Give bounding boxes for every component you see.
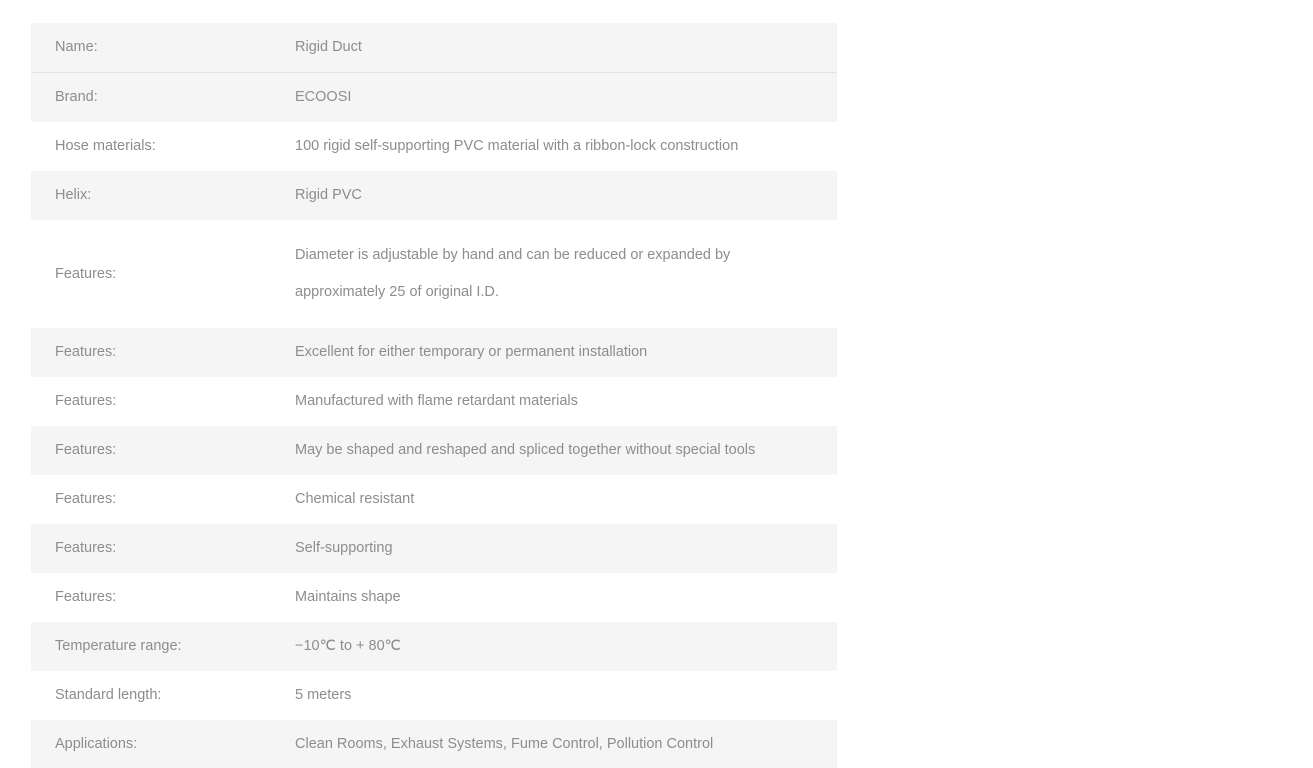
- spec-label: Features:: [55, 265, 117, 282]
- table-row: [31, 475, 837, 524]
- spec-value: Excellent for either temporary or permanent installation: [295, 344, 648, 360]
- spec-label: Features:: [55, 491, 117, 508]
- spec-label: Features:: [55, 393, 117, 410]
- spec-value: Rigid Duct: [295, 23, 837, 73]
- spec-value: Rigid PVC: [295, 187, 362, 204]
- spec-value: Chemical resistant: [295, 491, 415, 508]
- spec-value: Manufactured with flame retardant materials: [295, 393, 578, 410]
- product-spec-table: [31, 23, 837, 768]
- table-row: [31, 171, 837, 220]
- table-row: [31, 524, 837, 573]
- table-row: [31, 328, 837, 377]
- table-row: [31, 23, 837, 73]
- spec-value: May be shaped and reshaped and spliced together without special tools: [295, 442, 756, 459]
- spec-table-body: [31, 23, 837, 768]
- table-row: [31, 671, 837, 720]
- spec-label: Hose materials:: [55, 138, 156, 155]
- spec-value: Self-supporting: [295, 540, 393, 557]
- table-row: [31, 720, 837, 768]
- table-row: [31, 73, 837, 123]
- spec-value: 5 meters: [295, 687, 352, 704]
- table-row: [31, 622, 837, 671]
- spec-label: Standard length:: [55, 687, 162, 704]
- table-row: [31, 377, 837, 426]
- spec-label: Helix:: [55, 187, 92, 204]
- spec-label: Temperature range:: [55, 638, 182, 655]
- spec-label: Name:: [31, 23, 295, 73]
- table-row: [31, 573, 837, 622]
- table-row: [31, 122, 837, 171]
- spec-value: Clean Rooms, Exhaust Systems, Fume Control, Pollution Control: [295, 736, 714, 753]
- spec-value: 100 rigid self-supporting PVC material with a ribbon-lock construction: [295, 138, 739, 155]
- spec-label: Features:: [55, 540, 117, 557]
- spec-value: −10℃ to + 80℃: [295, 638, 401, 655]
- spec-label: Features:: [55, 442, 117, 459]
- table-row: [31, 220, 837, 328]
- spec-value: Diameter is adjustable by hand and can be reduced or expanded by approximately 25 of original I.D.: [295, 247, 731, 301]
- spec-label: Features:: [55, 589, 117, 606]
- spec-value: ECOOSI: [295, 89, 352, 106]
- spec-label: Features:: [55, 344, 117, 360]
- spec-label: Brand:: [55, 89, 98, 106]
- spec-value: Maintains shape: [295, 589, 401, 606]
- spec-label: Applications:: [55, 736, 138, 753]
- table-row: [31, 426, 837, 475]
